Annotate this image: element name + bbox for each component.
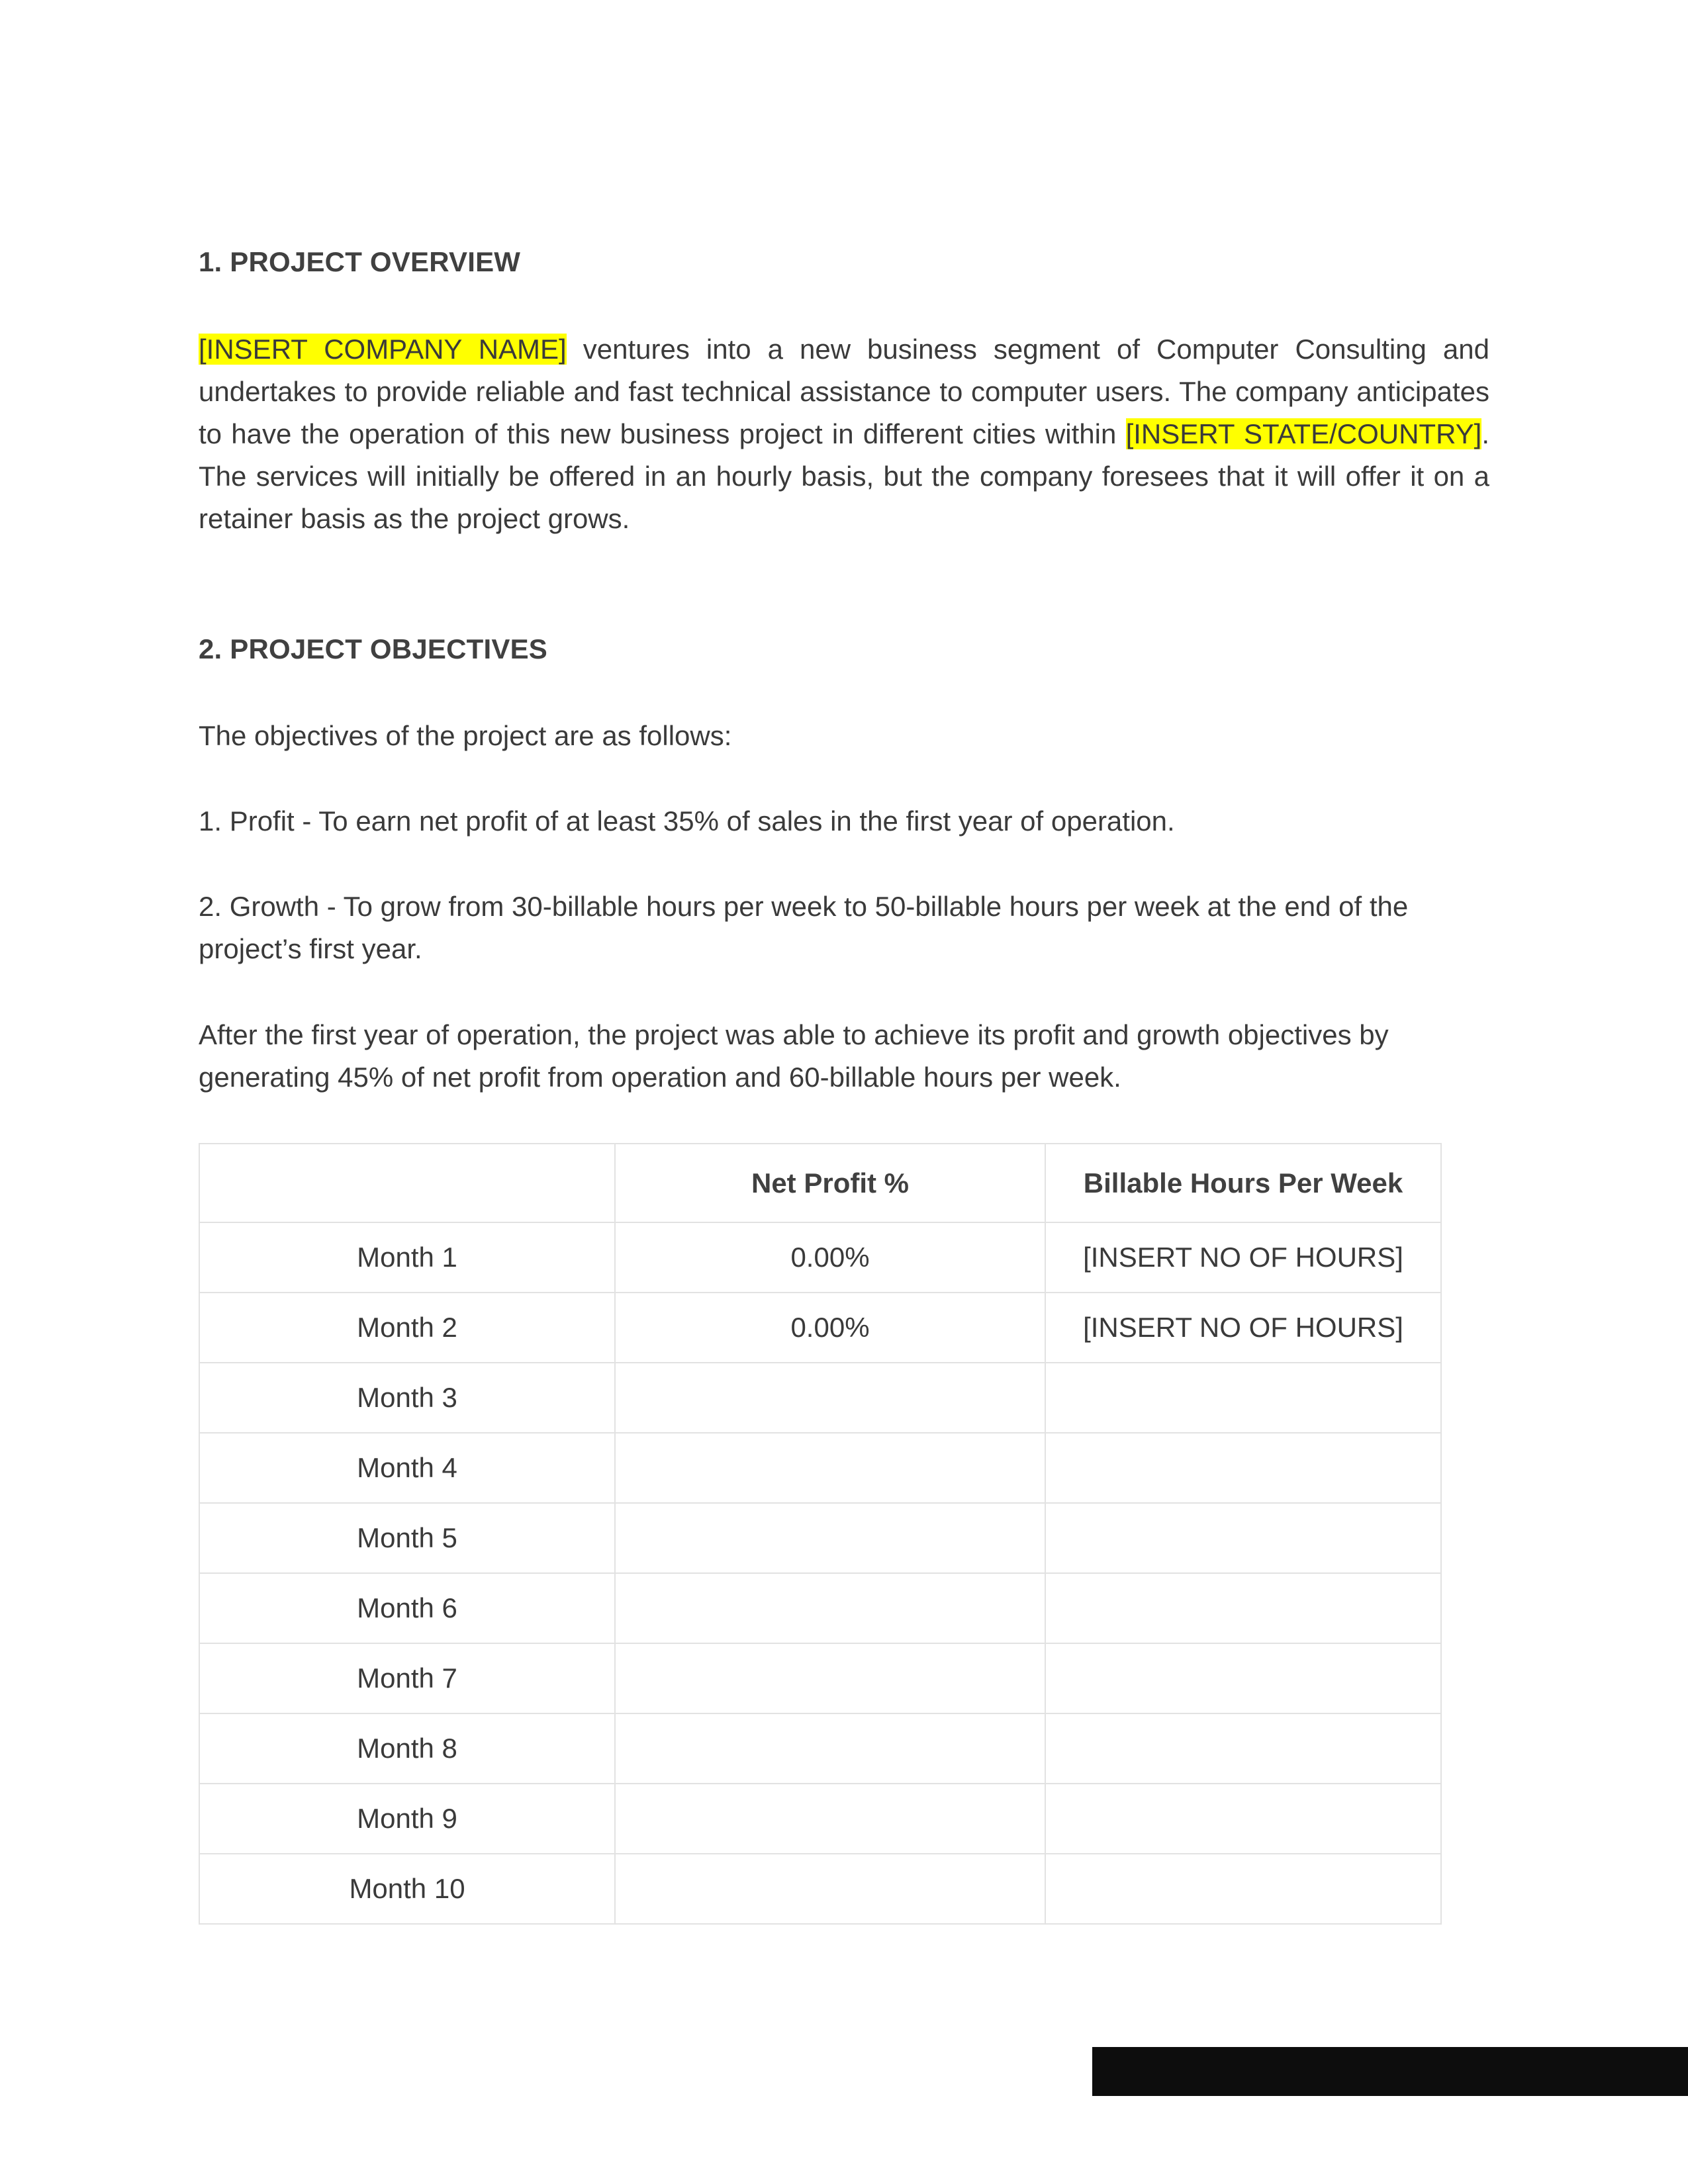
cell-net-profit[interactable] [615,1784,1045,1854]
cell-net-profit[interactable]: 0.00% [615,1222,1045,1293]
table-row [199,1503,1441,1573]
objectives-summary: After the first year of operation, the project was able to achieve its profit and growth objectives by generating 45% of net profit from operation and 60-billable hours per week. [199,1019,1389,1093]
cell-net-profit[interactable] [615,1363,1045,1433]
cell-billable-hours[interactable] [1045,1713,1441,1784]
cell-billable-hours[interactable]: [INSERT NO OF HOURS] [1045,1222,1441,1293]
cell-billable-hours[interactable] [1045,1854,1441,1924]
footer-bar [1092,2047,1688,2096]
cell-billable-hours[interactable] [1045,1784,1441,1854]
table-row [199,1573,1441,1643]
cell-billable-hours[interactable] [1045,1503,1441,1573]
table-row [199,1713,1441,1784]
cell-billable-hours[interactable] [1045,1573,1441,1643]
table-row [199,1854,1441,1924]
table-header-row [199,1144,1441,1222]
table-row [199,1363,1441,1433]
monthly-results-table [199,1143,1442,1925]
state-country-placeholder[interactable]: [INSERT STATE/COUNTRY] [1125,418,1482,449]
table-row [199,1433,1441,1503]
cell-month: Month 4 [199,1433,615,1503]
cell-net-profit[interactable] [615,1503,1045,1573]
cell-net-profit[interactable] [615,1854,1045,1924]
section-heading-overview: 1. PROJECT OVERVIEW [199,246,521,277]
cell-month: Month 2 [199,1293,615,1363]
table-row [199,1222,1441,1293]
section-heading-objectives: 2. PROJECT OBJECTIVES [199,633,548,664]
cell-month: Month 7 [199,1643,615,1713]
cell-month: Month 1 [199,1222,615,1293]
cell-net-profit[interactable] [615,1573,1045,1643]
objective-growth: 2. Growth - To grow from 30-billable hours per week to 50-billable hours per week at the end of the project’s first year. [199,891,1409,964]
table-row [199,1293,1441,1363]
cell-month: Month 5 [199,1503,615,1573]
table-row [199,1784,1441,1854]
overview-paragraph [199,328,1489,540]
header-cell-month [199,1144,615,1222]
cell-month: Month 9 [199,1784,615,1854]
objectives-intro: The objectives of the project are as follows: [199,720,732,751]
cell-billable-hours[interactable] [1045,1433,1441,1503]
cell-net-profit[interactable] [615,1433,1045,1503]
objective-profit: 1. Profit - To earn net profit of at least 35% of sales in the first year of operation. [199,805,1175,837]
cell-net-profit[interactable]: 0.00% [615,1293,1045,1363]
cell-billable-hours[interactable] [1045,1363,1441,1433]
cell-month: Month 3 [199,1363,615,1433]
header-cell-billable-hours: Billable Hours Per Week [1045,1144,1441,1222]
overview-text-part2: . The services will initially be offered in an hourly basis, but the company foresees that it will offer it on a retainer basis as the project grows. [199,418,1489,534]
table-row [199,1643,1441,1713]
cell-month: Month 8 [199,1713,615,1784]
cell-net-profit[interactable] [615,1643,1045,1713]
overview-text-part1: ventures into a new business segment of Computer Consulting and undertakes to provide reliable and fast technical assistance to computer users. The company anticipates to have the operation of this new business project in different cities within [199,334,1490,449]
cell-month: Month 10 [199,1854,615,1924]
header-cell-net-profit: Net Profit % [615,1144,1045,1222]
company-name-placeholder[interactable]: [INSERT COMPANY NAME] [199,334,567,365]
cell-month: Month 6 [199,1573,615,1643]
cell-net-profit[interactable] [615,1713,1045,1784]
cell-billable-hours[interactable] [1045,1643,1441,1713]
cell-billable-hours[interactable]: [INSERT NO OF HOURS] [1045,1293,1441,1363]
